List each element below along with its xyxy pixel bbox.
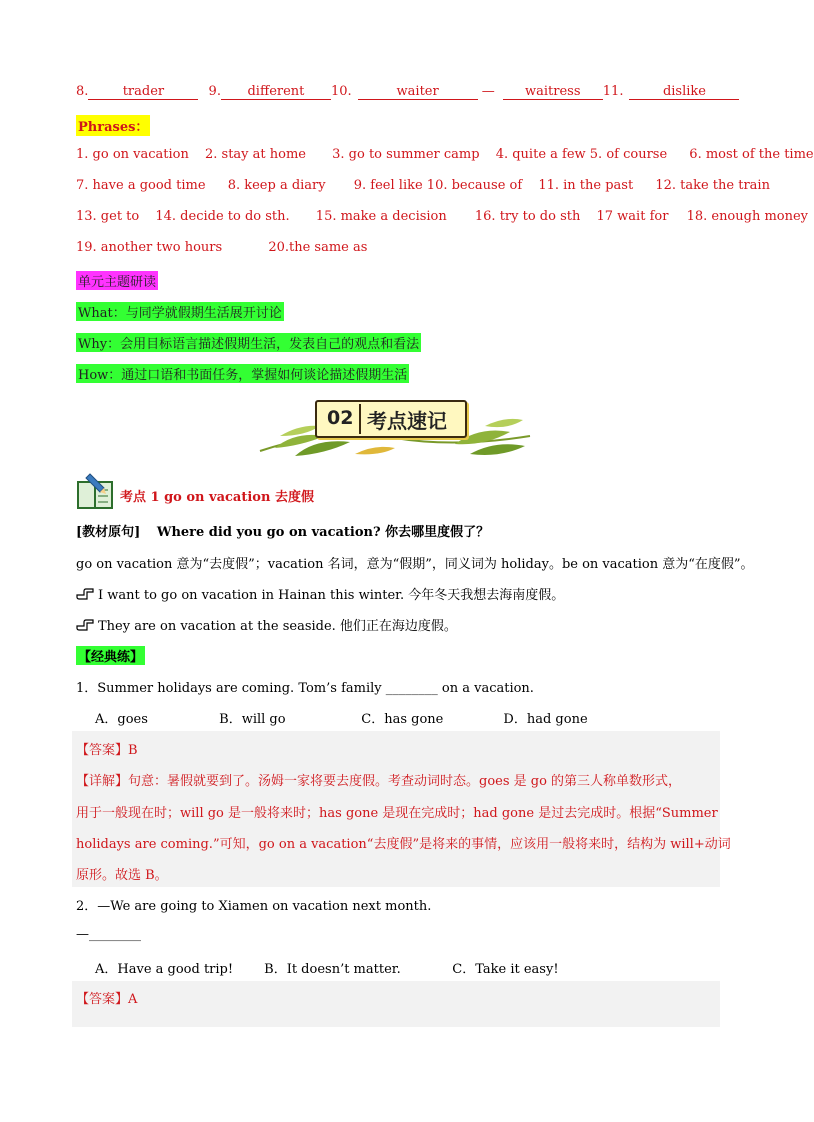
unit-theme-how: How：通过口语和书面任务，掌握如何谈论描述假期生活 bbox=[76, 364, 409, 383]
vocab-answer: dislike bbox=[629, 85, 739, 100]
book-pencil-icon bbox=[76, 472, 116, 510]
pointing-hand-icon bbox=[76, 587, 94, 601]
option-a: A．Have a good trip! bbox=[95, 962, 234, 977]
option-a: A．goes bbox=[95, 712, 148, 727]
phrases-row bbox=[76, 178, 770, 193]
banner-number: 02 bbox=[327, 407, 354, 429]
vocab-num: 11. bbox=[602, 84, 624, 99]
phrase-item: 7. have a good time bbox=[76, 178, 206, 193]
q2-stem: 2．—We are going to Xiamen on vacation next month. bbox=[76, 899, 432, 914]
vocab-dash: — bbox=[481, 84, 495, 99]
example-sentence: They are on vacation at the seaside. 他们正在海边度假。 bbox=[98, 619, 457, 634]
phrases-heading: Phrases： bbox=[76, 115, 150, 136]
phrases-row bbox=[76, 147, 814, 162]
unit-theme-why: Why：会用目标语言描述假期生活，发表自己的观点和看法 bbox=[76, 333, 421, 352]
unit-theme-what: What：与同学就假期生活展开讨论 bbox=[76, 302, 284, 321]
phrase-item: 8. keep a diary bbox=[227, 178, 326, 193]
q1-options bbox=[95, 708, 588, 727]
phrase-item: 15. make a decision bbox=[315, 209, 447, 224]
phrase-item: 12. take the train bbox=[655, 178, 770, 193]
phrases-row bbox=[76, 240, 367, 255]
q2-blank: —________ bbox=[76, 927, 141, 942]
q2-answer-panel bbox=[72, 981, 720, 1027]
option-d: D．had gone bbox=[503, 712, 588, 727]
vocab-answer: different bbox=[221, 85, 331, 100]
point1-explanation: go on vacation 意为“去度假”；vacation 名词，意为“假期”，同义词为 holiday。be on vacation 意为“在度假”。 bbox=[76, 557, 754, 572]
phrase-item: 3. go to summer camp bbox=[332, 147, 480, 162]
point1-title: 考点 1 go on vacation 去度假 bbox=[120, 490, 314, 505]
vocab-answer: waitress bbox=[503, 85, 603, 100]
example-sentence: I want to go on vacation in Hainan this winter. 今年冬天我想去海南度假。 bbox=[98, 588, 565, 603]
q1-stem: 1．Summer holidays are coming. Tom’s family ________ on a vacation. bbox=[76, 681, 534, 696]
vocab-num: 9. bbox=[208, 84, 221, 99]
example-line bbox=[76, 615, 457, 634]
option-b: B．It doesn’t matter. bbox=[264, 962, 401, 977]
source-label: [教材原句] bbox=[76, 525, 141, 540]
phrase-item: 17 wait for bbox=[596, 209, 669, 224]
q2-answer: 【答案】A bbox=[76, 992, 138, 1007]
phrase-item: 20.the same as bbox=[268, 240, 368, 255]
example-line bbox=[76, 584, 564, 603]
phrase-item: 6. most of the time bbox=[689, 147, 814, 162]
phrase-item: 11. in the past bbox=[538, 178, 634, 193]
phrase-item: 18. enough money bbox=[686, 209, 809, 224]
banner-title: 考点速记 bbox=[367, 409, 447, 433]
source-line bbox=[76, 521, 489, 540]
vocab-num: 8. bbox=[76, 84, 89, 99]
source-text: Where did you go on vacation? 你去哪里度假了？ bbox=[156, 525, 490, 540]
banner-divider bbox=[359, 404, 361, 434]
phrase-item: 19. another two hours bbox=[76, 240, 223, 255]
q1-answer: 【答案】B bbox=[76, 743, 138, 758]
phrase-item: 14. decide to do sth. bbox=[155, 209, 290, 224]
phrase-item: 4. quite a few 5. of course bbox=[495, 147, 668, 162]
phrase-item: 16. try to do sth bbox=[474, 209, 581, 224]
phrase-item: 1. go on vacation bbox=[76, 147, 189, 162]
practice-heading: 【经典练】 bbox=[76, 646, 145, 665]
q1-detail-line: holidays are coming.”可知，go on a vacation“去度假”是将来的事情，应该用一般将来时，结构为 will+动词 bbox=[76, 837, 731, 852]
phrase-item: 9. feel like 10. because of bbox=[353, 178, 523, 193]
pointing-hand-icon bbox=[76, 618, 94, 632]
phrase-item: 2. stay at home bbox=[205, 147, 306, 162]
phrase-item: 13. get to bbox=[76, 209, 140, 224]
section-banner bbox=[255, 396, 535, 466]
vocab-answer: trader bbox=[88, 85, 198, 100]
option-b: B．will go bbox=[219, 712, 286, 727]
q1-detail-line: 【详解】句意：暑假就要到了。汤姆一家将要去度假。考查动词时态。goes 是 go 的第三人称单数形式， bbox=[76, 774, 682, 789]
option-c: C．has gone bbox=[361, 712, 444, 727]
q1-detail-line: 原形。故选 B。 bbox=[76, 868, 168, 883]
banner-box bbox=[315, 400, 467, 438]
option-c: C．Take it easy! bbox=[452, 962, 559, 977]
q2-options bbox=[95, 958, 559, 977]
q1-detail-line: 用于一般现在时；will go 是一般将来时；has gone 是现在完成时；had gone 是过去完成时。根据“Summer bbox=[76, 806, 718, 821]
vocab-answer: waiter bbox=[358, 85, 478, 100]
vocab-num: 10. bbox=[330, 84, 352, 99]
vocab-line bbox=[76, 84, 739, 100]
unit-theme-heading: 单元主题研读 bbox=[76, 271, 158, 290]
phrases-row bbox=[76, 209, 808, 224]
